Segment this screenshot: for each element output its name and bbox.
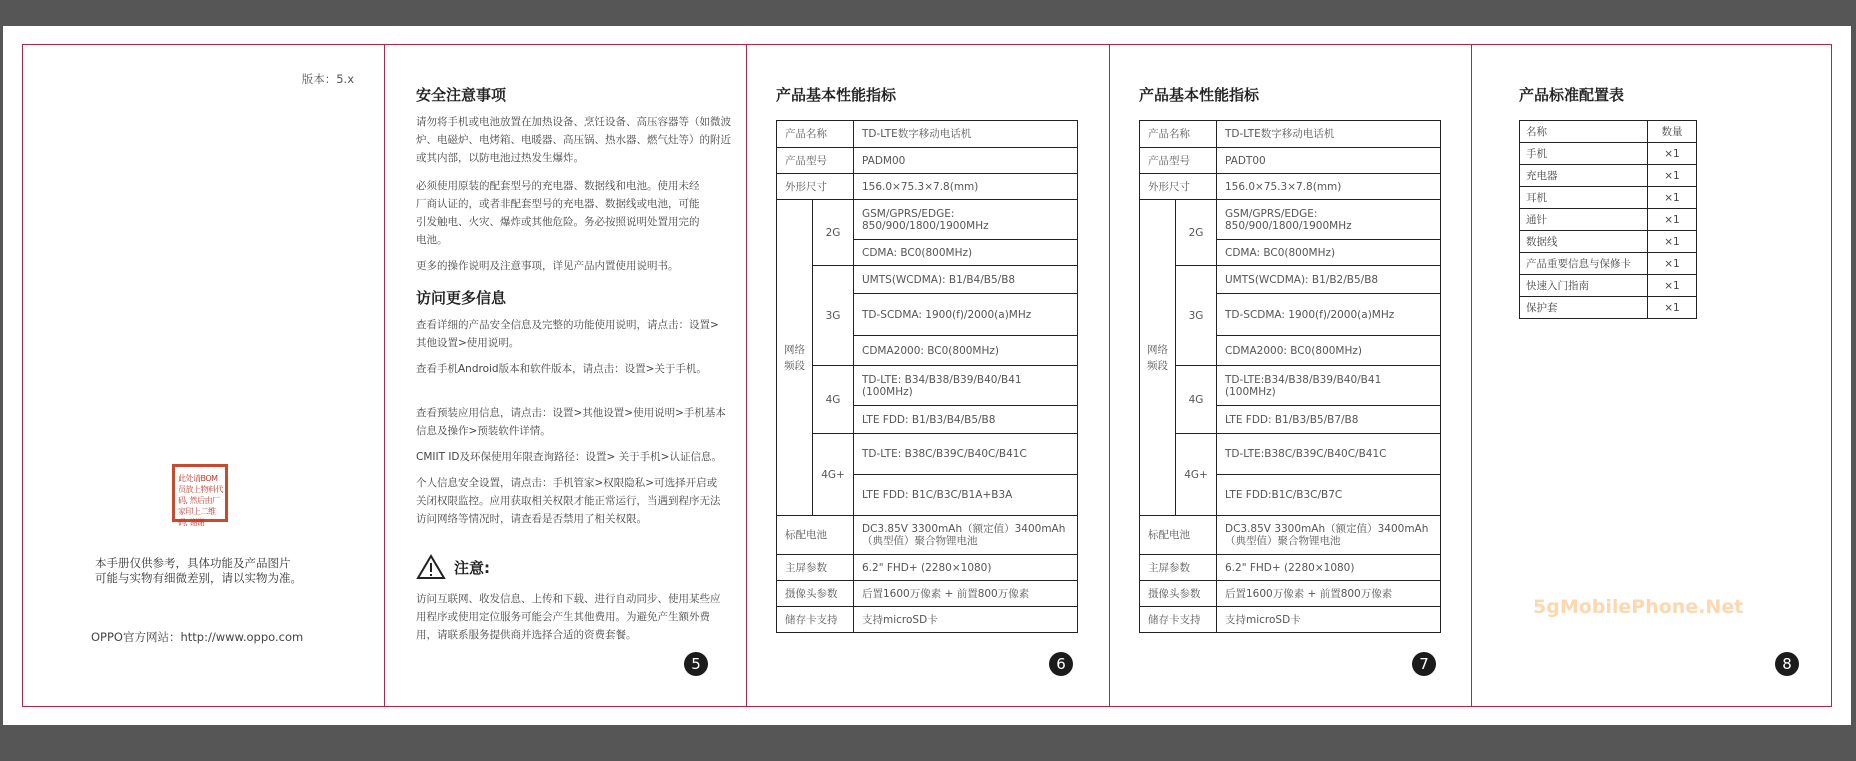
info-paragraph: 查看手机Android版本和软件版本，请点击：设置>关于手机。 bbox=[416, 363, 707, 375]
table-row bbox=[1140, 581, 1441, 607]
row-label: 摄像头参数 bbox=[777, 581, 854, 607]
table-row bbox=[1520, 275, 1697, 297]
row-label: 产品名称 bbox=[777, 121, 854, 148]
band-gen-3g: 3G bbox=[813, 266, 854, 366]
header-qty: 数量 bbox=[1648, 121, 1697, 143]
panel-specs-padt00 bbox=[1109, 44, 1471, 707]
row-value: 156.0×75.3×7.8(mm) bbox=[1217, 174, 1441, 200]
item-name: 快速入门指南 bbox=[1520, 275, 1648, 297]
item-qty: ×1 bbox=[1648, 275, 1697, 297]
row-value: LTE FDD: B1/B3/B4/B5/B8 bbox=[854, 406, 1078, 434]
item-name: 手机 bbox=[1520, 143, 1648, 165]
safety-paragraph: 更多的操作说明及注意事项，详见产品内置使用说明书。 bbox=[416, 260, 679, 272]
item-name: 保护套 bbox=[1520, 297, 1648, 319]
table-row bbox=[777, 434, 1078, 475]
row-label: 储存卡支持 bbox=[1140, 607, 1217, 633]
table-row bbox=[777, 516, 1078, 555]
table-row bbox=[1140, 200, 1441, 240]
info-paragraph: 查看预装应用信息，请点击：设置>其他设置>使用说明>手机基本信息及操作>预装软件详情。 bbox=[416, 407, 726, 437]
table-row bbox=[777, 200, 1078, 240]
table-row bbox=[1140, 174, 1441, 200]
table-row bbox=[1520, 165, 1697, 187]
row-value: 后置1600万像素 + 前置800万像素 bbox=[1217, 581, 1441, 607]
caution-title: 注意: bbox=[454, 558, 490, 577]
network-bands-label: 网络频段 bbox=[1140, 200, 1176, 516]
row-label: 标配电池 bbox=[777, 516, 854, 555]
table-row bbox=[1140, 516, 1441, 555]
band-gen-2g: 2G bbox=[813, 200, 854, 266]
disclaimer-line: 可能与实物有细微差别，请以实物为准。 bbox=[95, 571, 302, 585]
table-row bbox=[1520, 209, 1697, 231]
item-qty: ×1 bbox=[1648, 253, 1697, 275]
item-qty: ×1 bbox=[1648, 187, 1697, 209]
item-qty: ×1 bbox=[1648, 297, 1697, 319]
table-row bbox=[777, 266, 1078, 294]
network-bands-label: 网络频段 bbox=[777, 200, 813, 516]
row-value: PADM00 bbox=[854, 148, 1078, 174]
table-row bbox=[1140, 266, 1441, 294]
table-row bbox=[1140, 121, 1441, 148]
row-value: TD-SCDMA: 1900(f)/2000(a)MHz bbox=[1217, 294, 1441, 336]
item-qty: ×1 bbox=[1648, 143, 1697, 165]
panel-package-contents bbox=[1471, 44, 1833, 707]
row-value: GSM/GPRS/EDGE: 850/900/1800/1900MHz bbox=[1217, 200, 1441, 240]
row-value: CDMA: BC0(800MHz) bbox=[854, 240, 1078, 266]
info-paragraph: 查看详细的产品安全信息及完整的功能使用说明，请点击：设置>其他设置>使用说明。 bbox=[416, 319, 719, 349]
row-label: 主屏参数 bbox=[1140, 555, 1217, 581]
item-name: 产品重要信息与保修卡 bbox=[1520, 253, 1648, 275]
page-number: 6 bbox=[1049, 652, 1073, 676]
specs-title: 产品基本性能指标 bbox=[1139, 86, 1260, 104]
row-value: TD-LTE:B34/B38/B39/B40/B41 (100MHz) bbox=[1217, 366, 1441, 406]
table-row bbox=[1520, 297, 1697, 319]
more-info-title: 访问更多信息 bbox=[416, 289, 507, 307]
table-header-row bbox=[1520, 121, 1697, 143]
bom-qr-placeholder: 此处请BOM员放上物料代码, 然后由厂家印上二维码, 谢谢 bbox=[172, 464, 228, 522]
table-row bbox=[1140, 434, 1441, 475]
row-value: LTE FDD: B1/B3/B5/B7/B8 bbox=[1217, 406, 1441, 434]
row-value: UMTS(WCDMA): B1/B4/B5/B8 bbox=[854, 266, 1078, 294]
row-value: 6.2" FHD+ (2280×1080) bbox=[854, 555, 1078, 581]
page-number: 8 bbox=[1775, 652, 1799, 676]
item-qty: ×1 bbox=[1648, 165, 1697, 187]
row-value: DC3.85V 3300mAh（额定值）3400mAh（典型值）聚合物锂电池 bbox=[854, 516, 1078, 555]
safety-paragraph: 必须使用原装的配套型号的充电器、数据线和电池。使用未经厂商认证的，或者非配套型号的充电器、数据线或电池，可能引发触电、火灾、爆炸或其他危险。务必按照说明处置用完的电池。 bbox=[416, 180, 700, 246]
band-gen-4g: 4G bbox=[813, 366, 854, 434]
row-value: GSM/GPRS/EDGE: 850/900/1800/1900MHz bbox=[854, 200, 1078, 240]
package-title: 产品标准配置表 bbox=[1519, 86, 1625, 104]
spec-table bbox=[1139, 120, 1441, 633]
table-row bbox=[777, 148, 1078, 174]
row-label: 储存卡支持 bbox=[777, 607, 854, 633]
row-value: TD-LTE数字移动电话机 bbox=[854, 121, 1078, 148]
table-row bbox=[1140, 607, 1441, 633]
row-value: CDMA2000: BC0(800MHz) bbox=[854, 336, 1078, 366]
row-value: LTE FDD:B1C/B3C/B7C bbox=[1217, 475, 1441, 516]
panel-safety bbox=[384, 44, 746, 707]
package-table bbox=[1519, 120, 1697, 319]
row-value: PADT00 bbox=[1217, 148, 1441, 174]
info-paragraph: 个人信息安全设置，请点击：手机管家>权限隐私>可选择开启或关闭权限监控。应用获取相关权限才能正常运行，当遇到程序无法访问网络等情况时，请查看是否禁用了相关权限。 bbox=[416, 477, 721, 525]
band-gen-3g: 3G bbox=[1176, 266, 1217, 366]
row-label: 外形尺寸 bbox=[777, 174, 854, 200]
row-value: 后置1600万像素 + 前置800万像素 bbox=[854, 581, 1078, 607]
table-row bbox=[1520, 231, 1697, 253]
disclaimer-line: 本手册仅供参考，具体功能及产品图片 bbox=[95, 556, 291, 570]
row-value: TD-LTE:B38C/B39C/B40C/B41C bbox=[1217, 434, 1441, 475]
item-name: 充电器 bbox=[1520, 165, 1648, 187]
row-value: TD-SCDMA: 1900(f)/2000(a)MHz bbox=[854, 294, 1078, 336]
table-row bbox=[777, 366, 1078, 406]
info-paragraph: CMIIT ID及环保使用年限查询路径：设置> 关于手机>认证信息。 bbox=[416, 451, 722, 463]
band-gen-4g-plus: 4G+ bbox=[813, 434, 854, 516]
row-value: 支持microSD卡 bbox=[1217, 607, 1441, 633]
table-row bbox=[777, 121, 1078, 148]
caution-text: 访问互联网、收发信息、上传和下载、进行自动同步、使用某些应用程序或使用定位服务可能会产生其他费用。为避免产生额外费用，请联系服务提供商并选择合适的资费套餐。 bbox=[416, 593, 721, 641]
page-number: 5 bbox=[684, 652, 708, 676]
row-label: 产品型号 bbox=[777, 148, 854, 174]
row-value: CDMA: BC0(800MHz) bbox=[1217, 240, 1441, 266]
watermark: 5gMobilePhone.Net bbox=[1533, 596, 1744, 618]
row-value: 6.2" FHD+ (2280×1080) bbox=[1217, 555, 1441, 581]
panel-cover bbox=[22, 44, 384, 707]
item-qty: ×1 bbox=[1648, 231, 1697, 253]
row-value: DC3.85V 3300mAh（额定值）3400mAh（典型值）聚合物锂电池 bbox=[1217, 516, 1441, 555]
row-label: 摄像头参数 bbox=[1140, 581, 1217, 607]
header-name: 名称 bbox=[1520, 121, 1648, 143]
version-label: 版本：5.x bbox=[301, 72, 354, 86]
band-gen-4g: 4G bbox=[1176, 366, 1217, 434]
row-value: TD-LTE数字移动电话机 bbox=[1217, 121, 1441, 148]
table-row bbox=[777, 581, 1078, 607]
table-row bbox=[1520, 187, 1697, 209]
table-row bbox=[777, 555, 1078, 581]
row-value: TD-LTE: B34/B38/B39/B40/B41 (100MHz) bbox=[854, 366, 1078, 406]
page-number: 7 bbox=[1412, 652, 1436, 676]
row-value: LTE FDD: B1C/B3C/B1A+B3A bbox=[854, 475, 1078, 516]
warning-icon bbox=[416, 554, 446, 580]
row-value: 支持microSD卡 bbox=[854, 607, 1078, 633]
table-row bbox=[1140, 555, 1441, 581]
table-row bbox=[777, 174, 1078, 200]
row-value: 156.0×75.3×7.8(mm) bbox=[854, 174, 1078, 200]
safety-paragraph: 请勿将手机或电池放置在加热设备、烹饪设备、高压容器等（如微波炉、电磁炉、电烤箱、电暖器、高压锅、热水器、燃气灶等）的附近或其内部，以防电池过热发生爆炸。 bbox=[416, 116, 731, 164]
disclaimer bbox=[95, 556, 302, 586]
row-label: 产品名称 bbox=[1140, 121, 1217, 148]
row-value: TD-LTE: B38C/B39C/B40C/B41C bbox=[854, 434, 1078, 475]
item-qty: ×1 bbox=[1648, 209, 1697, 231]
table-row bbox=[777, 607, 1078, 633]
band-gen-4g-plus: 4G+ bbox=[1176, 434, 1217, 516]
specs-title: 产品基本性能指标 bbox=[776, 86, 897, 104]
row-value: CDMA2000: BC0(800MHz) bbox=[1217, 336, 1441, 366]
row-label: 主屏参数 bbox=[777, 555, 854, 581]
row-label: 产品型号 bbox=[1140, 148, 1217, 174]
row-label: 外形尺寸 bbox=[1140, 174, 1217, 200]
row-label: 标配电池 bbox=[1140, 516, 1217, 555]
item-name: 通针 bbox=[1520, 209, 1648, 231]
table-row bbox=[1520, 253, 1697, 275]
table-row bbox=[1520, 143, 1697, 165]
band-gen-2g: 2G bbox=[1176, 200, 1217, 266]
spec-table bbox=[776, 120, 1078, 633]
caution-heading bbox=[416, 554, 490, 580]
item-name: 耳机 bbox=[1520, 187, 1648, 209]
item-name: 数据线 bbox=[1520, 231, 1648, 253]
table-row bbox=[1140, 148, 1441, 174]
safety-title: 安全注意事项 bbox=[416, 86, 507, 104]
panel-specs-padm00 bbox=[746, 44, 1109, 707]
website-link[interactable]: OPPO官方网站：http://www.oppo.com bbox=[91, 630, 304, 644]
row-value: UMTS(WCDMA): B1/B2/B5/B8 bbox=[1217, 266, 1441, 294]
table-row bbox=[1140, 366, 1441, 406]
